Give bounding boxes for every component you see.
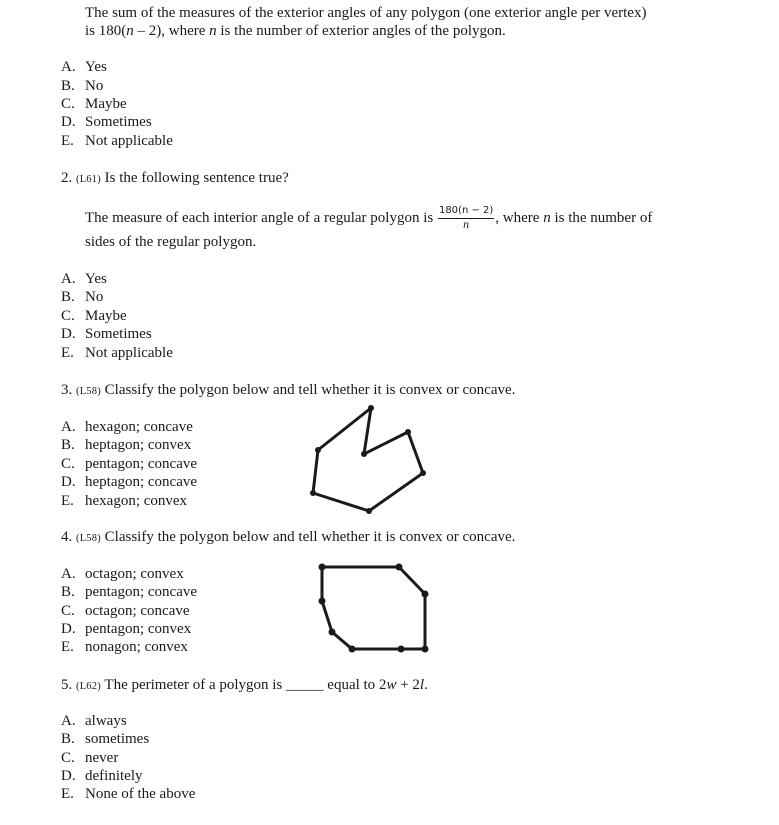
q5-option-b[interactable]: B. sometimes bbox=[61, 731, 150, 747]
q1-option-d[interactable]: D. Sometimes bbox=[61, 114, 152, 130]
q2-option-c[interactable]: C. Maybe bbox=[61, 308, 127, 324]
q3-prompt: 3. (L58) Classify the polygon below and tell whether it is convex or concave. bbox=[61, 382, 516, 398]
q2-option-d[interactable]: D. Sometimes bbox=[61, 326, 152, 342]
q4-option-b[interactable]: B. pentagon; concave bbox=[61, 584, 198, 600]
q4-vertex bbox=[319, 564, 326, 571]
q2-option-a[interactable]: A. Yes bbox=[61, 271, 107, 287]
q2-statement-line-2: sides of the regular polygon. bbox=[85, 234, 257, 250]
q4-vertex bbox=[398, 646, 405, 653]
q4-prompt: 4. (L58) Classify the polygon below and tell whether it is convex or concave. bbox=[61, 529, 516, 545]
q1-option-b[interactable]: B. No bbox=[61, 78, 104, 94]
q4-vertex bbox=[349, 646, 356, 653]
q4-polygon bbox=[322, 567, 425, 649]
q3-option-d[interactable]: D. heptagon; concave bbox=[61, 474, 198, 490]
q4-option-c[interactable]: C. octagon; concave bbox=[61, 603, 190, 619]
q1-option-e[interactable]: E. Not applicable bbox=[61, 133, 173, 149]
q4-option-d[interactable]: D. pentagon; convex bbox=[61, 621, 192, 637]
q4-vertex bbox=[319, 598, 326, 605]
q2-fraction: $\frac{180(n - 2)}{n}$ bbox=[438, 205, 494, 232]
q3-option-b[interactable]: B. heptagon; convex bbox=[61, 437, 192, 453]
q3-option-a[interactable]: A. hexagon; concave bbox=[61, 419, 193, 435]
q4-option-a[interactable]: A. octagon; convex bbox=[61, 566, 184, 582]
q5-blank[interactable]: _____ bbox=[286, 677, 324, 693]
q5-option-e[interactable]: E. None of the above bbox=[61, 786, 196, 802]
statement-line-1: The sum of the measures of the exterior angles of any polygon (one exterior angle per vertex) bbox=[85, 5, 647, 21]
q2-prompt: 2. (L61) Is the following sentence true? bbox=[61, 170, 289, 186]
q2-option-e[interactable]: E. Not applicable bbox=[61, 345, 173, 361]
q3-option-c[interactable]: C. pentagon; concave bbox=[61, 456, 198, 472]
q1-option-c[interactable]: C. Maybe bbox=[61, 96, 127, 112]
q5-option-c[interactable]: C. never bbox=[61, 750, 119, 766]
q3-option-e[interactable]: E. hexagon; convex bbox=[61, 493, 188, 509]
q2-option-b[interactable]: B. No bbox=[61, 289, 104, 305]
q4-vertex bbox=[422, 646, 429, 653]
q4-vertex bbox=[329, 629, 336, 636]
q5-option-a[interactable]: A. always bbox=[61, 713, 127, 729]
q4-vertex bbox=[396, 564, 403, 571]
q4-vertex bbox=[422, 591, 429, 598]
q2-statement-line-1: The measure of each interior angle of a regular polygon is $\frac{180(n - 2)}{n}$ , where n is the number of bbox=[85, 205, 653, 232]
statement-line-2: is 180(n – 2), where n is the number of exterior angles of the polygon. bbox=[85, 23, 506, 39]
q5-prompt: 5. (L62) The perimeter of a polygon is _____ equal to 2w + 2l. bbox=[61, 677, 428, 693]
q5-option-d[interactable]: D. definitely bbox=[61, 768, 143, 784]
q1-option-a[interactable]: A. Yes bbox=[61, 59, 107, 75]
q4-option-e[interactable]: E. nonagon; convex bbox=[61, 639, 188, 655]
